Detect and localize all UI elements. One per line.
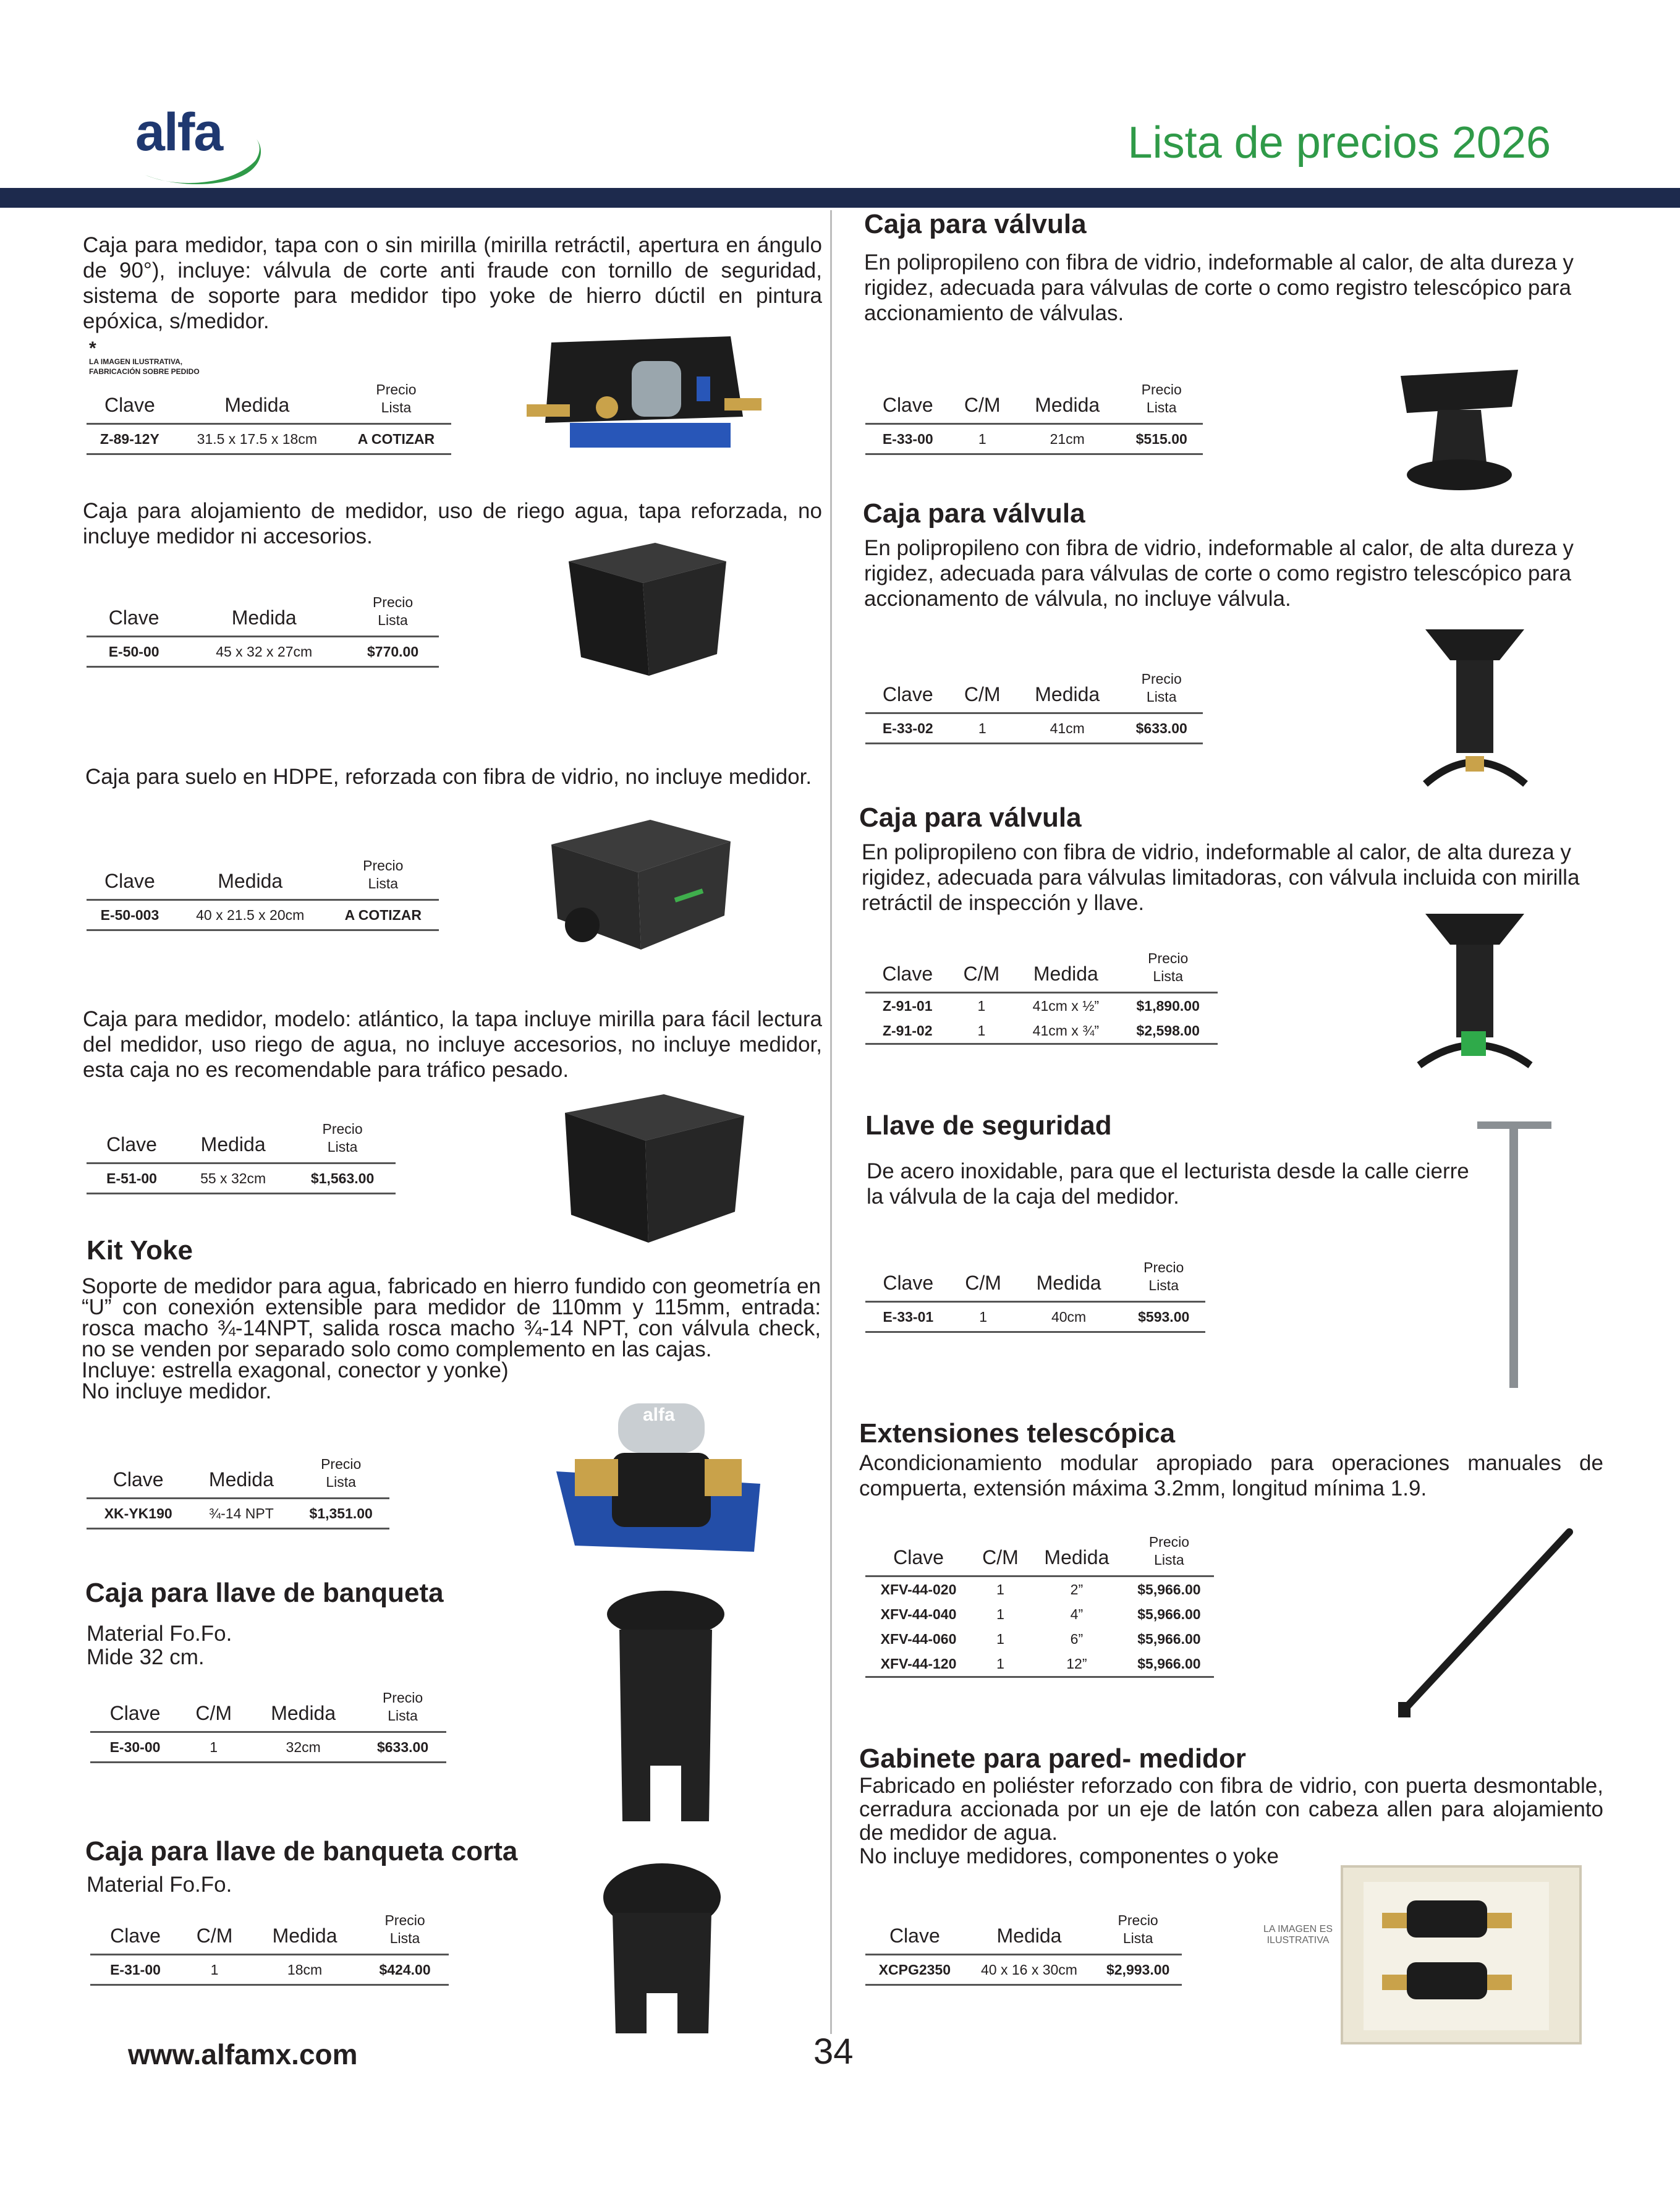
product-description: Fabricado en poliéster reforzado con fibra de vidrio, con puerta desmontable, cerradura accionada por un eje de latón con cabeza allen para alojamiento de medidor de agua. No incluye medidores, componentes o yoke bbox=[859, 1774, 1603, 1868]
price-table: Clave C/M Medida Precio Lista E-30-00 1 32cm $633.00 bbox=[90, 1682, 446, 1763]
table-row: XFV-44-020 1 2” $5,966.00 bbox=[880, 1581, 1201, 1598]
image-note: * LA IMAGEN ILUSTRATIVA, FABRICACIÓN SOBRE PEDIDO bbox=[89, 338, 200, 376]
wall-cabinet-image bbox=[1339, 1863, 1584, 2046]
meter-brand-text: alfa bbox=[643, 1405, 675, 1425]
product-description: En polipropileno con fibra de vidrio, indeformable al calor, de alta dureza y rigidez, adecuada para válvulas de corte o como registro telescópico para accionamiento de válvulas. bbox=[864, 250, 1574, 325]
table-row: E-33-00 1 21cm $515.00 bbox=[865, 424, 1203, 454]
table-row: E-51-00 55 x 32cm $1,563.00 bbox=[87, 1164, 396, 1194]
product-description: Caja para medidor, tapa con o sin mirilla (mirilla retráctil, apertura en ángulo de 90°), incluye: válvula de corte anti fraude con tornillo de seguridad, sistema de soporte para medidor tipo yoke de hierro dúctil en pintura epóxica, s/medidor. bbox=[83, 233, 822, 333]
short-curb-box-image bbox=[597, 1857, 727, 2036]
meter-box-image bbox=[546, 1088, 757, 1249]
telescopic-extension-image bbox=[1393, 1526, 1579, 1724]
table-row: E-30-00 1 32cm $633.00 bbox=[90, 1732, 446, 1763]
table-row: E-31-00 1 18cm $424.00 bbox=[90, 1955, 449, 1985]
meter-box-image bbox=[550, 537, 736, 679]
section-title: Caja para válvula bbox=[863, 498, 1085, 529]
table-row: XCPG2350 40 x 16 x 30cm $2,993.00 bbox=[865, 1955, 1182, 1985]
price-table: Clave Medida Precio Lista E-50-003 40 x 21.5 x 20cm A COTIZAR bbox=[87, 849, 439, 931]
price-table: Clave Medida Precio Lista XK-YK190 ¾-14 NPT $1,351.00 bbox=[87, 1448, 389, 1529]
section-title: Caja para válvula bbox=[859, 802, 1082, 833]
alfa-logo bbox=[133, 102, 275, 189]
product-description: De acero inoxidable, para que el lecturista desde la calle cierre la válvula de la caja del medidor. bbox=[867, 1159, 1469, 1209]
section-title: Gabinete para pared- medidor bbox=[859, 1743, 1246, 1774]
yoke-kit-image bbox=[550, 1391, 773, 1558]
table-row: XFV-44-120 1 12” $5,966.00 bbox=[865, 1651, 1214, 1677]
price-table: Clave C/M Medida Precio Lista E-33-00 1 21cm $515.00 bbox=[865, 373, 1203, 455]
product-description: Caja para suelo en HDPE, reforzada con fibra de vidrio, no incluye medidor. bbox=[85, 765, 812, 789]
section-title: Caja para válvula bbox=[864, 209, 1087, 239]
table-row: E-33-01 1 40cm $593.00 bbox=[865, 1302, 1205, 1332]
header-bar bbox=[0, 188, 1680, 208]
product-description: Acondicionamiento modular apropiado para operaciones manuales de compuerta, extensión máxima 3.2mm, longitud mínima 1.9. bbox=[859, 1451, 1603, 1500]
price-table: Clave Medida Precio Lista XCPG2350 40 x 16 x 30cm $2,993.00 bbox=[865, 1904, 1182, 1986]
table-row: XK-YK190 ¾-14 NPT $1,351.00 bbox=[87, 1499, 389, 1529]
product-description: Soporte de medidor para agua, fabricado en hierro fundido con geometría en “U” con conexión extensible para medidor de 110mm y 115mm, entrada: rosca macho ¾-14NPT, salida rosca macho ¾-14 NPT, con válvula check, no se venden por separado solo como complemento en las cajas. Incluye: estrella exagonal, conector y yonke) No incluye medidor. bbox=[82, 1274, 821, 1403]
image-note: LA IMAGEN ES ILUSTRATIVA bbox=[1263, 1924, 1333, 1946]
table-row: E-50-00 45 x 32 x 27cm $770.00 bbox=[87, 637, 439, 667]
logo-text: alfa bbox=[135, 103, 223, 162]
section-title: Kit Yoke bbox=[87, 1235, 193, 1266]
product-description: Material Fo.Fo. Mide 32 cm. bbox=[87, 1622, 232, 1669]
price-table: Clave Medida Precio Lista Z-89-12Y 31.5 x 17.5 x 18cm A COTIZAR bbox=[87, 373, 451, 455]
product-description: Caja para medidor, modelo: atlántico, la tapa incluye mirilla para fácil lectura del medidor, uso riego de agua, no incluye accesorios, no incluye medidor, esta caja no es recomendable para tráfico pesado. bbox=[83, 1007, 822, 1082]
section-title: Caja para llave de banqueta bbox=[85, 1578, 444, 1608]
meter-box-image bbox=[520, 330, 768, 454]
security-key-image bbox=[1471, 1117, 1558, 1392]
price-table: Clave Medida Precio Lista E-51-00 55 x 32cm $1,563.00 bbox=[87, 1113, 396, 1194]
footer-url[interactable]: www.alfamx.com bbox=[128, 2038, 358, 2070]
table-row: Z-91-02 1 41cm x ¾” $2,598.00 bbox=[865, 1018, 1218, 1044]
price-table: Clave C/M Medida Precio Lista E-33-01 1 40cm $593.00 bbox=[865, 1251, 1205, 1333]
limiter-valve-box-image bbox=[1413, 908, 1537, 1076]
table-row: Z-89-12Y 31.5 x 17.5 x 18cm A COTIZAR bbox=[87, 424, 451, 454]
product-description: Caja para alojamiento de medidor, uso de riego agua, tapa reforzada, no incluye medidor ni accesorios. bbox=[83, 499, 822, 548]
product-description: Material Fo.Fo. bbox=[87, 1873, 232, 1897]
price-table: Clave C/M Medida Precio Lista E-33-02 1 41cm $633.00 bbox=[865, 663, 1203, 744]
price-table: Clave Medida Precio Lista E-50-00 45 x 32 x 27cm $770.00 bbox=[87, 586, 439, 668]
price-table: Clave C/M Medida Precio Lista XFV-44-020 1 2” $5,966.00 XFV-44-040 1 4” $5,966.00 XFV-44-060 1 6” $5,966.00 XFV-44-120 1 12” $5,966.00 bbox=[865, 1526, 1214, 1678]
column-divider bbox=[830, 210, 832, 2034]
table-row: XFV-44-040 1 4” $5,966.00 bbox=[880, 1606, 1201, 1622]
curb-box-image bbox=[601, 1586, 731, 1827]
price-table: Clave C/M Medida Precio Lista E-31-00 1 18cm $424.00 bbox=[90, 1904, 449, 1986]
valve-box-image bbox=[1394, 351, 1524, 495]
section-title: Caja para llave de banqueta corta bbox=[85, 1836, 518, 1866]
section-title: Llave de seguridad bbox=[865, 1110, 1112, 1141]
section-title: Extensiones telescópica bbox=[859, 1418, 1176, 1449]
table-row: E-33-02 1 41cm $633.00 bbox=[865, 713, 1203, 744]
product-description: En polipropileno con fibra de vidrio, indeformable al calor, de alta dureza y rigidez, adecuada para válvulas de corte o como registro telescópico para accionamento de válvula, no incluye válvula. bbox=[864, 536, 1574, 611]
table-row: Z-91-01 1 41cm x ½” $1,890.00 bbox=[882, 997, 1200, 1014]
price-table: Clave C/M Medida Precio Lista Z-91-01 1 41cm x ½” $1,890.00 Z-91-02 1 41cm x ¾” $2,598.00 bbox=[865, 942, 1218, 1045]
page-number: 34 bbox=[813, 2031, 854, 2072]
ground-box-image bbox=[539, 807, 737, 956]
product-description: En polipropileno con fibra de vidrio, indeformable al calor, de alta dureza y rigidez, adecuada para válvulas limitadoras, con válvula incluida con mirilla retráctil de inspección y llave. bbox=[862, 840, 1580, 915]
table-row: XFV-44-060 1 6” $5,966.00 bbox=[880, 1630, 1201, 1647]
table-row: E-50-003 40 x 21.5 x 20cm A COTIZAR bbox=[87, 900, 439, 930]
valve-box-image bbox=[1419, 623, 1532, 791]
page-title: Lista de precios 2026 bbox=[1127, 118, 1551, 168]
